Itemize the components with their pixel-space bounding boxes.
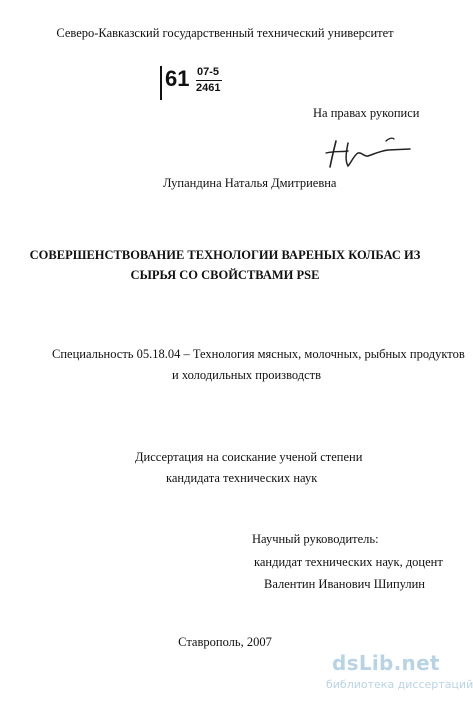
library-stamp [160,64,224,102]
stamp-bottom-code: 2461 [196,82,221,94]
manuscript-rights-note: На правах рукописи [313,106,420,120]
dissertation-title [0,245,450,285]
stamp-number: 61 [165,66,190,91]
supervisor-label: Научный руководитель: [252,532,379,546]
author-name: Лупандина Наталья Дмитриевна [163,176,337,190]
supervisor-degree: кандидат технических наук, доцент [254,555,443,569]
supervisor-name: Валентин Иванович Шипулин [264,577,425,591]
title-line-2: СЫРЬЯ СО СВОЙСТВАМИ PSE [130,268,320,282]
city-year: Ставрополь, 2007 [178,635,272,649]
university-name: Северо-Кавказский государственный технический университет [56,26,394,40]
degree-line-2: кандидата технических наук [166,471,318,485]
stamp-bar [160,66,162,100]
title-line-1: СОВЕРШЕНСТВОВАНИЕ ТЕХНОЛОГИИ ВАРЕНЫХ КОЛБАС ИЗ [29,248,421,262]
stamp-divider [196,80,222,81]
degree-line-1: Диссертация на соискание ученой степени [135,450,363,464]
specialty-line-1: Специальность 05.18.04 – Технология мясных, молочных, рыбных продуктов [52,347,465,361]
watermark-caption: библиотека диссертаций [326,678,473,691]
watermark-logo: dsLib.net [332,651,440,675]
library-watermark [326,651,473,697]
handwritten-signature [318,133,418,173]
specialty-line-2: и холодильных производств [172,368,322,382]
stamp-top-code: 07-5 [197,66,220,78]
